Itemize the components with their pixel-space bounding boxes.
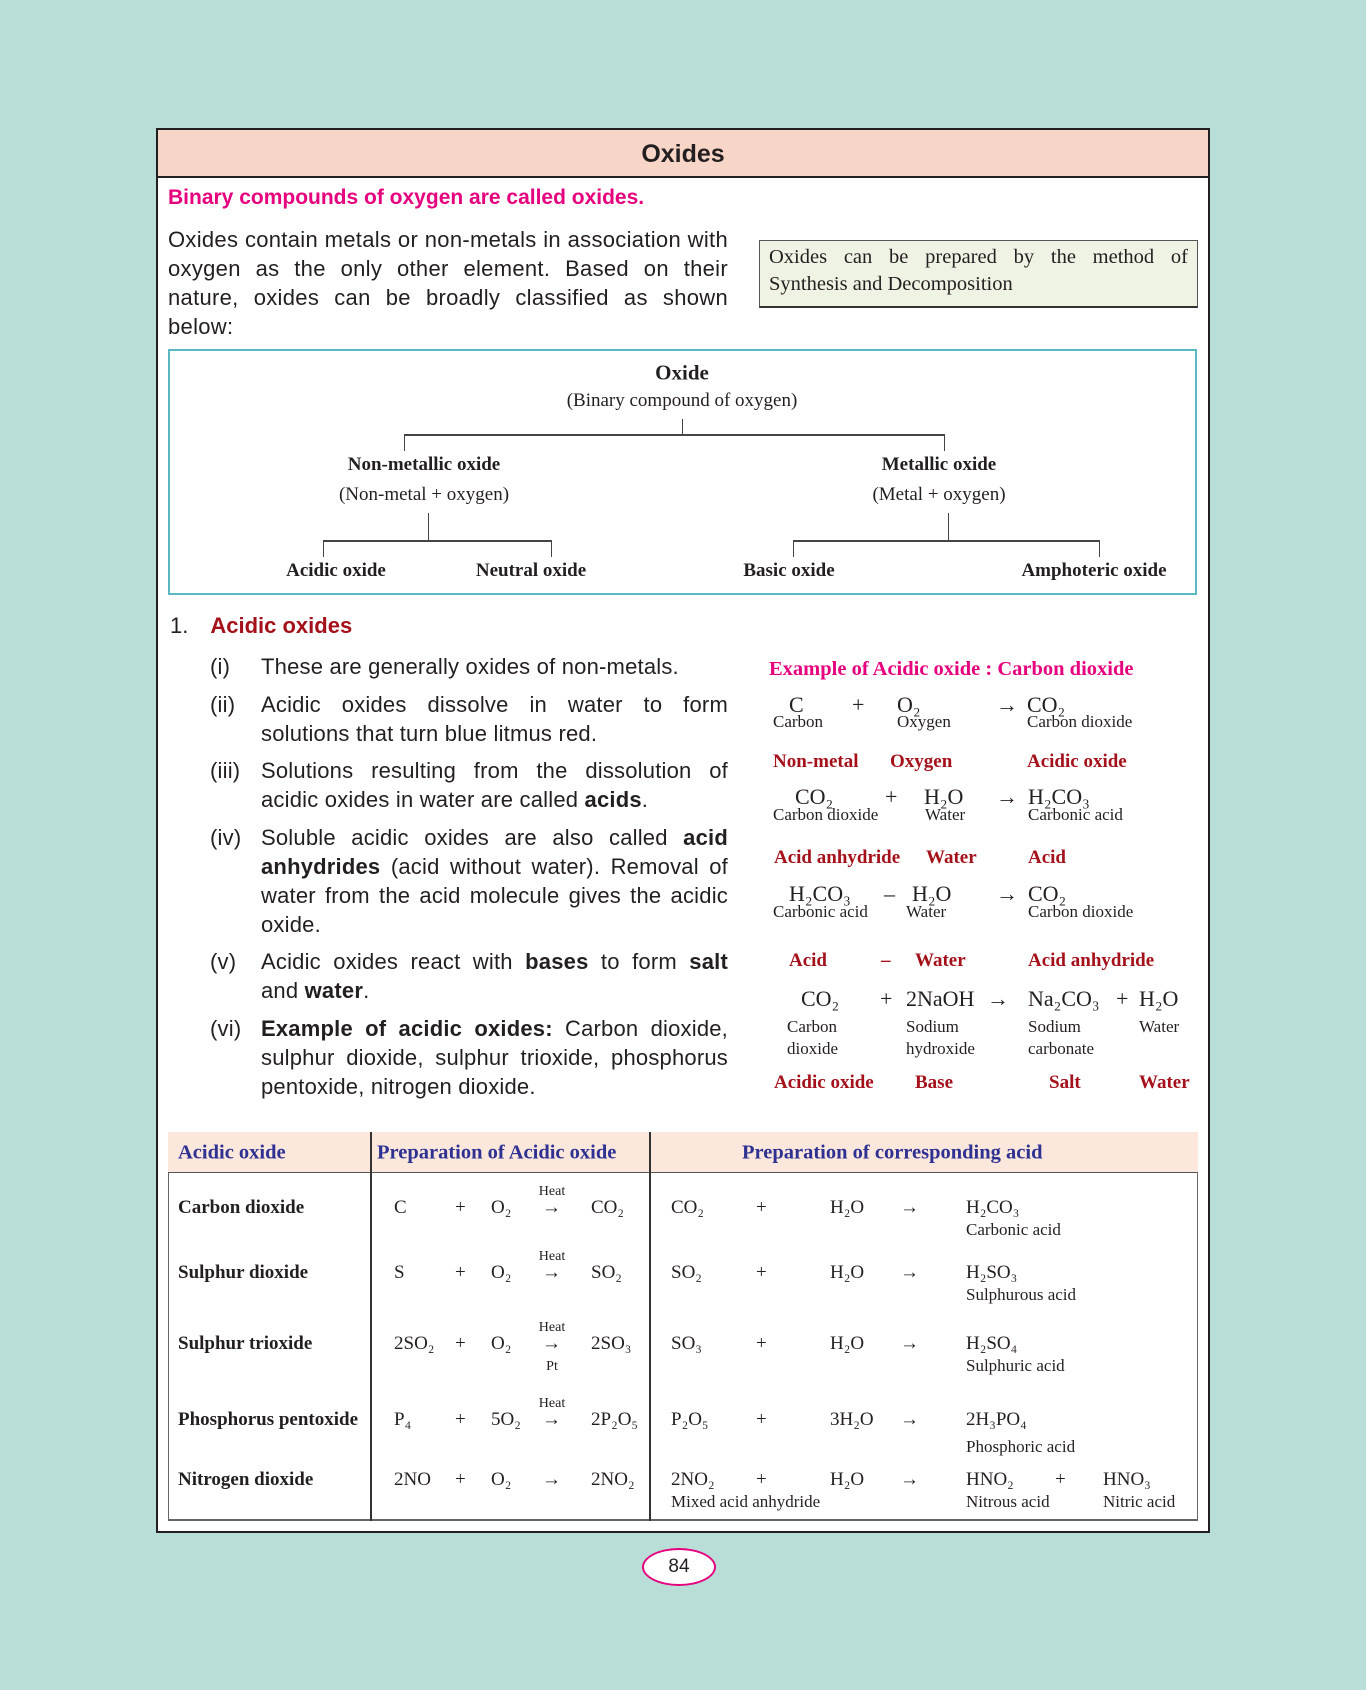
connector — [323, 540, 324, 557]
substance-role: Water — [1139, 1072, 1190, 1093]
substance-role: Non-metal — [773, 751, 859, 772]
prep-term: → — [542, 1262, 561, 1283]
oxide-name: Sulphur trioxide — [178, 1333, 313, 1354]
item-number: (ii) — [210, 692, 236, 717]
acid-term: H₂SO₃ — [966, 1262, 1018, 1283]
example-title: Example of Acidic oxide : Carbon dioxide — [769, 658, 1134, 680]
equation-term: C — [789, 692, 804, 717]
equation-term: O₂ — [897, 692, 921, 717]
substance-role: Acid — [789, 950, 827, 971]
substance-role: Base — [915, 1072, 953, 1093]
equation-term: CO₂ — [795, 784, 834, 809]
equation-term: H₂CO₃ — [789, 881, 851, 906]
connector — [793, 540, 1100, 542]
item-number: (iii) — [210, 758, 241, 783]
diagram-root-subtitle: (Binary compound of oxygen) — [566, 390, 798, 411]
column-divider — [370, 1132, 372, 1521]
list-item — [210, 947, 728, 1005]
item-text: Acidic oxides dissolve in water to form solutions that turn blue litmus red. — [261, 692, 728, 746]
acid-term: HNO₂ — [966, 1469, 1014, 1490]
substance-role: Acid — [1028, 847, 1066, 868]
prep-term: → — [542, 1333, 561, 1354]
acid-term: → — [900, 1333, 919, 1354]
oxide-name: Carbon dioxide — [178, 1197, 305, 1218]
definition: Binary compounds of oxygen are called oxides. — [168, 186, 645, 209]
substance-name: Water — [925, 805, 966, 824]
prep-term: 2SO₃ — [591, 1333, 632, 1354]
acid-term: + — [756, 1197, 767, 1218]
substance-role: Acid anhydride — [1028, 950, 1155, 971]
acid-term: + — [756, 1409, 767, 1430]
substance-name: Sodium carbonate — [1028, 1017, 1095, 1058]
connector — [551, 540, 552, 557]
diagram-leaf: Amphoteric oxide — [1021, 560, 1167, 581]
connector — [944, 434, 945, 451]
acid-name: Phosphoric acid — [966, 1437, 1076, 1456]
equation-term: + — [852, 692, 865, 717]
prep-term: S — [394, 1262, 405, 1283]
diagram-branch-title: Metallic oxide — [881, 454, 997, 475]
equation-term: CO₂ — [801, 986, 840, 1011]
section-title: Acidic oxides — [210, 613, 353, 638]
oxide-name: Phosphorus pentoxide — [178, 1409, 359, 1430]
item-text: These are generally oxides of non-metals. — [261, 654, 679, 679]
prep-term: → — [542, 1409, 561, 1430]
substance-name: Water — [1139, 1017, 1180, 1036]
prep-term: + — [455, 1262, 466, 1283]
acid-term: H₂O — [830, 1262, 865, 1283]
diagram-branch-title: Non-metallic oxide — [347, 454, 501, 475]
acid-term: 3H₂O — [830, 1409, 874, 1430]
substance-role: Water — [926, 847, 977, 868]
equation-term: H₂O — [912, 881, 952, 906]
oxide-name: Nitrogen dioxide — [178, 1469, 314, 1490]
classification-diagram — [168, 349, 1197, 595]
diagram-leaf: Acidic oxide — [286, 560, 386, 581]
diagram-root-title: Oxide — [655, 360, 709, 385]
equation-term: – — [884, 881, 895, 906]
acid-name: Nitrous acid — [966, 1492, 1050, 1511]
prep-term: O₂ — [491, 1262, 512, 1283]
acid-term: 2NO₂ — [671, 1469, 715, 1490]
list-item — [210, 756, 728, 814]
diagram-branch-subtitle: (Metal + oxygen) — [872, 484, 1006, 505]
connector — [682, 419, 683, 434]
substance-role: Water — [915, 950, 966, 971]
acid-term: H₂O — [830, 1197, 865, 1218]
condition-above: Heat — [538, 1396, 566, 1411]
acid-term: CO₂ — [671, 1197, 705, 1218]
substance-name: Carbon dioxide — [787, 1017, 838, 1058]
item-number: (vi) — [210, 1016, 242, 1041]
substance-role: Oxygen — [890, 751, 953, 772]
condition-above: Heat — [538, 1320, 566, 1335]
connector — [428, 513, 429, 540]
connector — [323, 540, 551, 542]
prep-term: O₂ — [491, 1469, 512, 1490]
equation-term: + — [1116, 986, 1129, 1011]
acid-term: + — [1055, 1469, 1066, 1490]
prep-term: + — [455, 1409, 466, 1430]
substance-name: Oxygen — [897, 712, 951, 731]
prep-term: SO₂ — [591, 1262, 622, 1283]
table-header — [168, 1132, 1198, 1173]
equation-term: + — [880, 986, 893, 1011]
equation-term: 2NaOH — [906, 986, 975, 1011]
prep-term: 2P₂O₅ — [591, 1409, 639, 1430]
column-header: Preparation of corresponding acid — [742, 1141, 1043, 1164]
prep-term: C — [394, 1197, 407, 1218]
connector — [404, 434, 945, 436]
item-text: Soluble acidic oxides are also called acid anhydrides (acid without water). Removal of water from the acid molecule gives the acidic oxide. — [261, 825, 728, 937]
substance-role: – — [881, 950, 891, 971]
prep-term: 2SO₂ — [394, 1333, 435, 1354]
substance-role: Acidic oxide — [1027, 751, 1127, 772]
item-number: (i) — [210, 654, 231, 679]
item-number: (iv) — [210, 825, 242, 850]
acid-term: SO₂ — [671, 1262, 702, 1283]
substance-role: Salt — [1049, 1072, 1081, 1093]
acid-term: → — [900, 1262, 919, 1283]
note-box: Oxides can be prepared by the method of Synthesis and Decomposition — [759, 240, 1198, 308]
list-item — [210, 1014, 728, 1101]
acid-name: Carbonic acid — [966, 1220, 1061, 1239]
item-text: Acidic oxides react with bases to form salt and water. — [261, 949, 728, 1003]
prep-term: → — [542, 1469, 561, 1490]
section-number: 1. — [170, 613, 189, 638]
acid-term: → — [900, 1469, 919, 1490]
acid-term: H₂O — [830, 1469, 865, 1490]
intro-paragraph: Oxides contain metals or non-metals in association with oxygen as the only other element. Based on their nature, oxides can be broadly classified as shown below: — [168, 227, 728, 339]
equation-term: CO₂ — [1028, 881, 1067, 906]
condition-above: Heat — [538, 1184, 566, 1199]
diagram-leaf: Basic oxide — [743, 560, 835, 581]
substance-name: Carbonic acid — [1028, 805, 1123, 824]
acid-name: Sulphuric acid — [966, 1356, 1065, 1375]
acid-term: H₂O — [830, 1333, 865, 1354]
equation-term: → — [996, 692, 1018, 717]
connector — [1099, 540, 1100, 557]
acid-term: → — [900, 1197, 919, 1218]
acid-term: P₂O₅ — [671, 1409, 709, 1430]
equation-term: H₂CO₃ — [1028, 784, 1090, 809]
prep-term: O₂ — [491, 1333, 512, 1354]
oxide-name: Sulphur dioxide — [178, 1262, 309, 1283]
acid-term: SO₃ — [671, 1333, 702, 1354]
substance-name: Carbon dioxide — [1028, 902, 1134, 921]
acid-name: Sulphurous acid — [966, 1285, 1077, 1304]
substance-name: Carbon dioxide — [1027, 712, 1133, 731]
substance-name: Sodium hydroxide — [906, 1017, 975, 1058]
substance-role: Acidic oxide — [774, 1072, 874, 1093]
substance-name: Water — [906, 902, 947, 921]
diagram-branch-subtitle: (Non-metal + oxygen) — [338, 484, 510, 505]
acid-name: Mixed acid anhydride — [671, 1492, 821, 1511]
acidic-oxides-table — [168, 1132, 1198, 1521]
connector — [948, 513, 949, 540]
item-text: Example of acidic oxides: Carbon dioxide, sulphur dioxide, sulphur trioxide, phosphorus pentoxide, nitrogen dioxide. — [261, 1016, 728, 1099]
equation-term: + — [885, 784, 898, 809]
column-header: Preparation of Acidic oxide — [377, 1141, 617, 1164]
substance-name: Carbon — [773, 712, 824, 731]
prep-term: P₄ — [394, 1409, 412, 1430]
column-divider — [649, 1132, 651, 1521]
acid-term: HNO₃ — [1103, 1469, 1151, 1490]
acid-term: H₂CO₃ — [966, 1197, 1020, 1218]
prep-term: + — [455, 1197, 466, 1218]
substance-name: Carbon dioxide — [773, 805, 879, 824]
prep-term: 2NO₂ — [591, 1469, 635, 1490]
substance-name: Carbonic acid — [773, 902, 868, 921]
prep-term: → — [542, 1197, 561, 1218]
section-heading — [170, 613, 352, 639]
acid-term: → — [900, 1409, 919, 1430]
diagram-leaf: Neutral oxide — [475, 560, 587, 581]
equation-term: CO₂ — [1027, 692, 1066, 717]
list-item — [210, 690, 728, 748]
prep-term: + — [455, 1333, 466, 1354]
list-item — [210, 652, 728, 681]
prep-term: O₂ — [491, 1197, 512, 1218]
acid-term: + — [756, 1333, 767, 1354]
item-text: Solutions resulting from the dissolution of acidic oxides in water are called acids. — [261, 758, 728, 812]
list-item — [210, 823, 728, 939]
equation-term: Na₂CO₃ — [1028, 986, 1100, 1011]
acid-name: Nitric acid — [1103, 1492, 1176, 1511]
connector — [793, 540, 794, 557]
condition-above: Heat — [538, 1249, 566, 1264]
prep-term: CO₂ — [591, 1197, 625, 1218]
item-number: (v) — [210, 949, 237, 974]
acid-term: 2H₃PO₄ — [966, 1409, 1027, 1430]
acid-term: + — [756, 1469, 767, 1490]
column-header: Acidic oxide — [178, 1141, 286, 1164]
equation-term: → — [987, 986, 1009, 1011]
connector — [404, 434, 405, 451]
substance-role: Acid anhydride — [774, 847, 901, 868]
prep-term: + — [455, 1469, 466, 1490]
condition-below: Pt — [546, 1359, 558, 1374]
page-number: 84 — [642, 1548, 716, 1586]
equation-term: H₂O — [1139, 986, 1179, 1011]
acid-term: H₂SO₄ — [966, 1333, 1018, 1354]
equation-term: → — [996, 881, 1018, 906]
page-title: Oxides — [156, 128, 1210, 178]
equation-term: H₂O — [924, 784, 964, 809]
prep-term: 2NO — [394, 1469, 431, 1490]
prep-term: 5O₂ — [491, 1409, 521, 1430]
equation-term: → — [996, 784, 1018, 809]
acid-term: + — [756, 1262, 767, 1283]
